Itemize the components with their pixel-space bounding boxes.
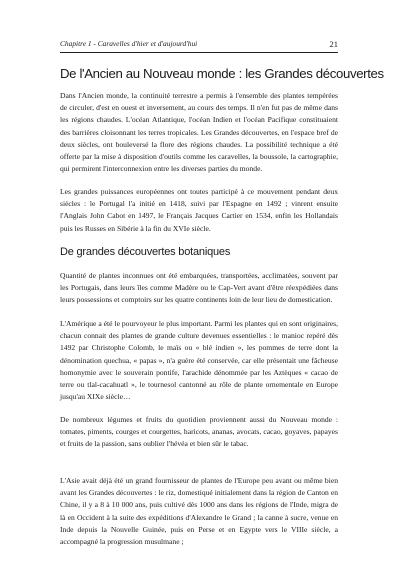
subsection-heading: De grandes découvertes botaniques xyxy=(60,246,231,258)
chapter-title: Chapitre 1 - Caravelles d'hier et d'aujourd'hui xyxy=(60,39,198,48)
paragraph-4: L'Amérique a été le pourvoyeur le plus important. Parmi les plantes qui en sont originaires, chacun connait des plantes de grande culture devenues essentielles : le manioc repéré dès 1492 par Christophe Colomb, le maïs ou « blé indien », les pommes de terre dont la dénomination quechua, « papas », n'a guère été conservée, car elle présentait une fâcheuse homonymie avec le souverain pontife, l'arachide dénommée par les Aztèques « cacao de terre ou tlal-cacahuatl », le tournesol cantonné au rôle de plante ornementale en Europe jusqu'au XIXe siècle… xyxy=(60,319,338,402)
running-head xyxy=(60,38,338,53)
paragraph-5: De nombreux légumes et fruits du quotidien proviennent aussi du Nouveau monde : tomates, piments, courges et courgettes, haricots, ananas, avocats, cacao, goyaves, papayes et fruits de la passion, sans oublier l'hévéa et bien sûr le tabac. xyxy=(60,415,338,449)
paragraph-3: Quantité de plantes inconnues ont été embarquées, transportées, acclimatées, souvent par les Portugais, dans leurs îles comme Madère ou le Cap-Vert avant d'être réexpédiées dans leurs possessions et comptoirs sur les quatre continents loin de leur lieu de domestication. xyxy=(60,271,338,305)
paragraph-1: Dans l'Ancien monde, la continuité terrestre a permis à l'ensemble des plantes tempérées de circuler, d'est en ouest et inversement, au cours des temps. Il n'en fut pas de même dans les régions chaudes. L'océan Atlantique, l'océan Indien et l'océan Pacifique constituaient des barrières cloisonnant les terres tropicales. Les Grandes découvertes, en l'espace bref de deux siècles, ont bouleversé la flore des régions chaudes. La possibilité technique a été offerte par la mise à disposition d'outils comme les caravelles, la boussole, la cartographie, qui permirent l'interconnexion entre les diverses parties du monde. xyxy=(60,91,338,174)
paragraph-2: Les grandes puissances européennes ont toutes participé à ce mouvement pendant deux siècles : le Portugal l'a initié en 1418, suivi par l'Espagne en 1492 ; vinrent ensuite l'Anglais John Cabot en 1497, le Français Jacques Cartier en 1534, enfin les Hollandais puis les Russes en Sibérie à la fin du XVIe siècle. xyxy=(60,187,338,233)
section-heading: De l'Ancien au Nouveau monde : les Grandes découvertes xyxy=(60,66,384,81)
page-number: 21 xyxy=(329,39,338,49)
paragraph-6: L'Asie avait déjà été un grand fournisseur de plantes de l'Europe peu avant ou même bien avant les Grandes découvertes : le riz, domestiqué initialement dans la région de Canton en Chine, il y a 8 à 10 000 ans, puis cultivé dès 1000 ans dans les régions de l'Inde, migra de là en Occident à la suite des expéditions d'Alexandre le Grand ; la canne à sucre, venue en Inde depuis la Nouvelle Guinée, puis en Perse et en Egypte vers le VIIIe siècle, a accompagné la progression musulmane ; xyxy=(60,476,338,547)
